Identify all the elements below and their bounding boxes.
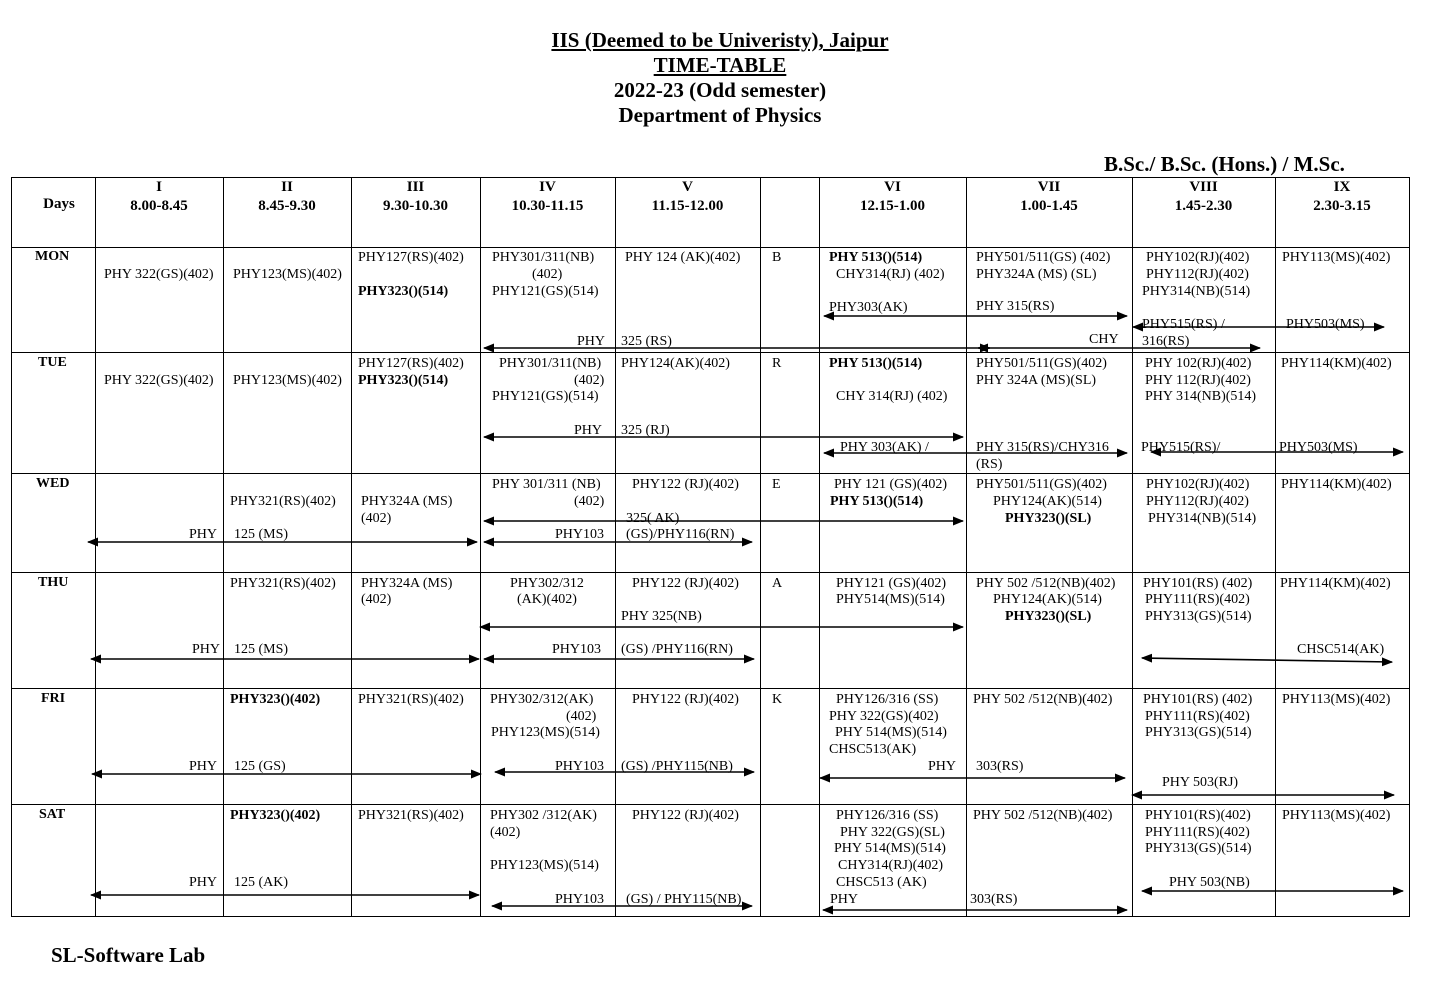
class-entry: PHY 513()(514) — [829, 356, 923, 371]
class-entry: PHY303(AK) — [829, 300, 908, 315]
class-entry: PHY102(RJ)(402) — [1146, 477, 1250, 492]
period-1-header: I 8.00-8.45 — [130, 179, 188, 214]
class-entry: PHY 503(RJ) — [1162, 775, 1239, 790]
class-entry: PHY124(AK)(402) — [621, 356, 730, 371]
day-thu: THU — [38, 575, 69, 590]
class-entry: PHY122 (RJ)(402) — [632, 576, 739, 591]
class-entry: PHY 314(NB)(514) — [1145, 389, 1257, 404]
class-entry: (402) — [490, 825, 521, 840]
class-entry: PHY126/316 (SS) — [836, 808, 939, 823]
class-entry: PHY 301/311 (NB) — [492, 477, 601, 492]
class-entry: (402) — [574, 373, 605, 388]
period-5-header: V 11.15-12.00 — [651, 179, 724, 214]
class-entry: PHY515(RS)/ — [1141, 440, 1221, 455]
class-entry: (402) — [566, 709, 597, 724]
day-sat: SAT — [39, 807, 66, 822]
class-entry: PHY101(RS) (402) — [1143, 576, 1253, 591]
days-header: Days — [43, 196, 75, 212]
class-entry: PHY501/511(GS)(402) — [976, 477, 1107, 492]
class-entry: PHY301/311(NB) — [492, 250, 595, 265]
class-entry: PHY — [574, 423, 603, 438]
class-entry: PHY323()(402) — [230, 692, 321, 707]
class-entry: PHY113(MS)(402) — [1282, 250, 1391, 265]
program-label: B.Sc./ B.Sc. (Hons.) / M.Sc. — [1104, 152, 1345, 176]
class-entry: PHY 102(RJ)(402) — [1145, 356, 1252, 371]
class-entry: PHY 315(RS)/CHY316 — [976, 440, 1109, 455]
class-entry: PHY324A (MS) — [361, 494, 453, 509]
class-entry: PHY103 — [555, 527, 605, 542]
class-entry: PHY126/316 (SS) — [836, 692, 939, 707]
class-entry: PHY — [192, 642, 221, 657]
class-entry: PHY514(MS)(514) — [836, 592, 945, 607]
class-entry: PHY 513()(514) — [830, 494, 924, 509]
class-entry: PHY114(KM)(402) — [1281, 477, 1392, 492]
class-entry: PHY 315(RS) — [976, 299, 1055, 314]
break-letter: E — [772, 477, 781, 492]
class-entry: 325 (RJ) — [621, 423, 670, 438]
class-entry: PHY122 (RJ)(402) — [632, 808, 739, 823]
class-entry: PHY323()(SL) — [1005, 511, 1092, 526]
class-entry: PHY323()(514) — [358, 373, 449, 388]
class-entry: (402) — [532, 267, 563, 282]
period-3-header: III 9.30-10.30 — [383, 179, 448, 214]
class-entry: PHY — [189, 875, 218, 890]
period-6-header: VI 12.15-1.00 — [860, 179, 925, 214]
class-entry: (AK)(402) — [517, 592, 577, 607]
class-entry: PHY — [577, 334, 606, 349]
class-entry: PHY121 (GS)(402) — [836, 576, 947, 591]
class-entry: PHY112(RJ)(402) — [1146, 494, 1249, 509]
class-entry: PHY 124 (AK)(402) — [625, 250, 741, 265]
class-entry: PHY515(RS) / — [1142, 317, 1225, 332]
class-entry: 125 (MS) — [234, 642, 289, 657]
period-4-header: IV 10.30-11.15 — [511, 179, 584, 214]
class-entry: PHY323()(514) — [358, 284, 449, 299]
timetable-title: TIME-TABLE — [653, 53, 787, 77]
class-entry: PHY313(GS)(514) — [1145, 609, 1252, 624]
class-entry: PHY111(RS)(402) — [1145, 825, 1250, 840]
class-entry: PHY 502 /512(NB)(402) — [976, 576, 1116, 591]
class-entry: PHY324A (MS) (SL) — [976, 267, 1097, 282]
class-entry: 125 (MS) — [234, 527, 289, 542]
class-entry: PHY501/511(GS)(402) — [976, 356, 1107, 371]
class-entry: PHY321(RS)(402) — [358, 808, 464, 823]
class-entry: PHY 324A (MS)(SL) — [976, 373, 1097, 388]
university-title: IIS (Deemed to be Univeristy), Jaipur — [551, 28, 889, 52]
class-entry: PHY114(KM)(402) — [1281, 356, 1392, 371]
class-entry: PHY 322(GS)(402) — [104, 267, 214, 282]
period-7-header: VII 1.00-1.45 — [1020, 179, 1078, 214]
day-mon: MON — [35, 249, 70, 264]
period-8-header: VIII 1.45-2.30 — [1174, 179, 1233, 214]
period-2-header: II 8.45-9.30 — [258, 179, 316, 214]
class-entry: PHY302/312 — [510, 576, 584, 591]
class-entry: PHY103 — [552, 642, 602, 657]
class-entry: (402) — [361, 511, 392, 526]
class-entry: PHY 322(GS)(402) — [829, 709, 939, 724]
class-entry: PHY313(GS)(514) — [1145, 725, 1252, 740]
class-entry: PHY323()(SL) — [1005, 609, 1092, 624]
class-entry: PHY122 (RJ)(402) — [632, 477, 739, 492]
class-entry: PHY101(RS)(402) — [1145, 808, 1251, 823]
class-entry: PHY127(RS)(402) — [358, 250, 464, 265]
class-entry: CHY 314(RJ) (402) — [836, 389, 948, 404]
class-entry: PHY122 (RJ)(402) — [632, 692, 739, 707]
class-entry: PHY321(RS)(402) — [230, 494, 336, 509]
class-entry: PHY 502 /512(NB)(402) — [973, 692, 1113, 707]
class-entry: PHY102(RJ)(402) — [1146, 250, 1250, 265]
class-entry: PHY — [928, 759, 957, 774]
class-entry: CHSC514(AK) — [1297, 642, 1385, 657]
break-letter: B — [772, 250, 782, 265]
class-entry: CHY314(RJ)(402) — [838, 858, 943, 873]
class-entry: 325 (RS) — [621, 334, 672, 349]
department-title: Department of Physics — [618, 103, 822, 127]
class-entry: PHY 325(NB) — [621, 609, 702, 624]
class-entry: PHY503(MS) — [1286, 317, 1365, 332]
class-entry: PHY 303(AK) / — [840, 440, 929, 455]
class-entry: PHY111(RS)(402) — [1145, 709, 1250, 724]
day-wed: WED — [36, 476, 70, 491]
class-entry: 303(RS) — [970, 892, 1018, 907]
class-entry: PHY111(RS)(402) — [1145, 592, 1250, 607]
class-entry: PHY113(MS)(402) — [1282, 692, 1391, 707]
class-entry: PHY 502 /512(NB)(402) — [973, 808, 1113, 823]
class-entry: CHSC513 (AK) — [836, 875, 927, 890]
class-entry: PHY112(RJ)(402) — [1146, 267, 1249, 282]
class-entry: PHY 514(MS)(514) — [835, 725, 947, 740]
class-entry: PHY103 — [555, 892, 605, 907]
class-entry: PHY324A (MS) — [361, 576, 453, 591]
class-entry: (402) — [574, 494, 605, 509]
class-entry: (GS) /PHY116(RN) — [621, 642, 733, 657]
class-entry: PHY313(GS)(514) — [1145, 841, 1252, 856]
class-entry: CHY — [1089, 332, 1119, 347]
class-entry: 303(RS) — [976, 759, 1024, 774]
class-entry: PHY123(MS)(514) — [491, 725, 600, 740]
class-entry: CHY314(RJ) (402) — [836, 267, 945, 282]
day-fri: FRI — [41, 691, 66, 706]
class-entry: PHY 112(RJ)(402) — [1145, 373, 1251, 388]
class-entry: PHY123(MS)(514) — [490, 858, 599, 873]
class-entry: PHY121(GS)(514) — [492, 284, 599, 299]
class-entry: (402) — [361, 592, 392, 607]
class-entry: (GS) /PHY115(NB) — [621, 759, 733, 774]
day-tue: TUE — [38, 355, 67, 370]
break-letter: K — [772, 692, 783, 707]
class-entry: PHY113(MS)(402) — [1282, 808, 1391, 823]
class-entry: PHY321(RS)(402) — [358, 692, 464, 707]
class-entry: 125 (AK) — [234, 875, 289, 890]
class-entry: PHY124(AK)(514) — [993, 592, 1102, 607]
class-entry: PHY503(MS) — [1279, 440, 1358, 455]
class-entry: PHY — [189, 527, 218, 542]
class-entry: PHY314(NB)(514) — [1148, 511, 1257, 526]
period-9-header: IX 2.30-3.15 — [1313, 179, 1371, 214]
class-entry: CHSC513(AK) — [829, 742, 917, 757]
class-entry: (RS) — [976, 457, 1003, 472]
class-entry: 325( AK) — [626, 511, 680, 526]
class-entry: PHY323()(402) — [230, 808, 321, 823]
class-entry: PHY — [189, 759, 218, 774]
class-entry: PHY127(RS)(402) — [358, 356, 464, 371]
class-entry: PHY301/311(NB) — [499, 356, 602, 371]
class-entry: PHY101(RS) (402) — [1143, 692, 1253, 707]
class-entry: PHY124(AK)(514) — [993, 494, 1102, 509]
class-entry: PHY114(KM)(402) — [1280, 576, 1391, 591]
class-entry: PHY302/312(AK) — [490, 692, 594, 707]
class-entry: PHY 503(NB) — [1169, 875, 1250, 890]
break-letter: R — [772, 356, 782, 371]
class-entry: PHY321(RS)(402) — [230, 576, 336, 591]
class-entry: 125 (GS) — [234, 759, 286, 774]
class-entry: PHY121(GS)(514) — [492, 389, 599, 404]
class-entry: PHY103 — [555, 759, 605, 774]
class-entry: PHY 121 (GS)(402) — [834, 477, 948, 492]
class-entry: PHY — [830, 892, 859, 907]
class-entry: PHY314(NB)(514) — [1142, 284, 1251, 299]
footer-legend: SL-Software Lab — [51, 943, 206, 967]
class-entry: PHY 513()(514) — [829, 250, 923, 265]
class-entry: (GS) / PHY115(NB) — [626, 892, 742, 907]
class-entry: (GS)/PHY116(RN) — [626, 527, 735, 542]
class-entry: PHY302 /312(AK) — [490, 808, 597, 823]
class-entry: 316(RS) — [1142, 334, 1190, 349]
class-entry: PHY501/511(GS) (402) — [976, 250, 1111, 265]
class-entry: PHY123(MS)(402) — [233, 267, 342, 282]
class-entry: PHY 514(MS)(514) — [834, 841, 946, 856]
class-entry: PHY123(MS)(402) — [233, 373, 342, 388]
break-letter: A — [772, 576, 783, 591]
class-entry: PHY 322(GS)(SL) — [840, 825, 945, 840]
class-entry: PHY 322(GS)(402) — [104, 373, 214, 388]
session-title: 2022-23 (Odd semester) — [613, 78, 827, 102]
